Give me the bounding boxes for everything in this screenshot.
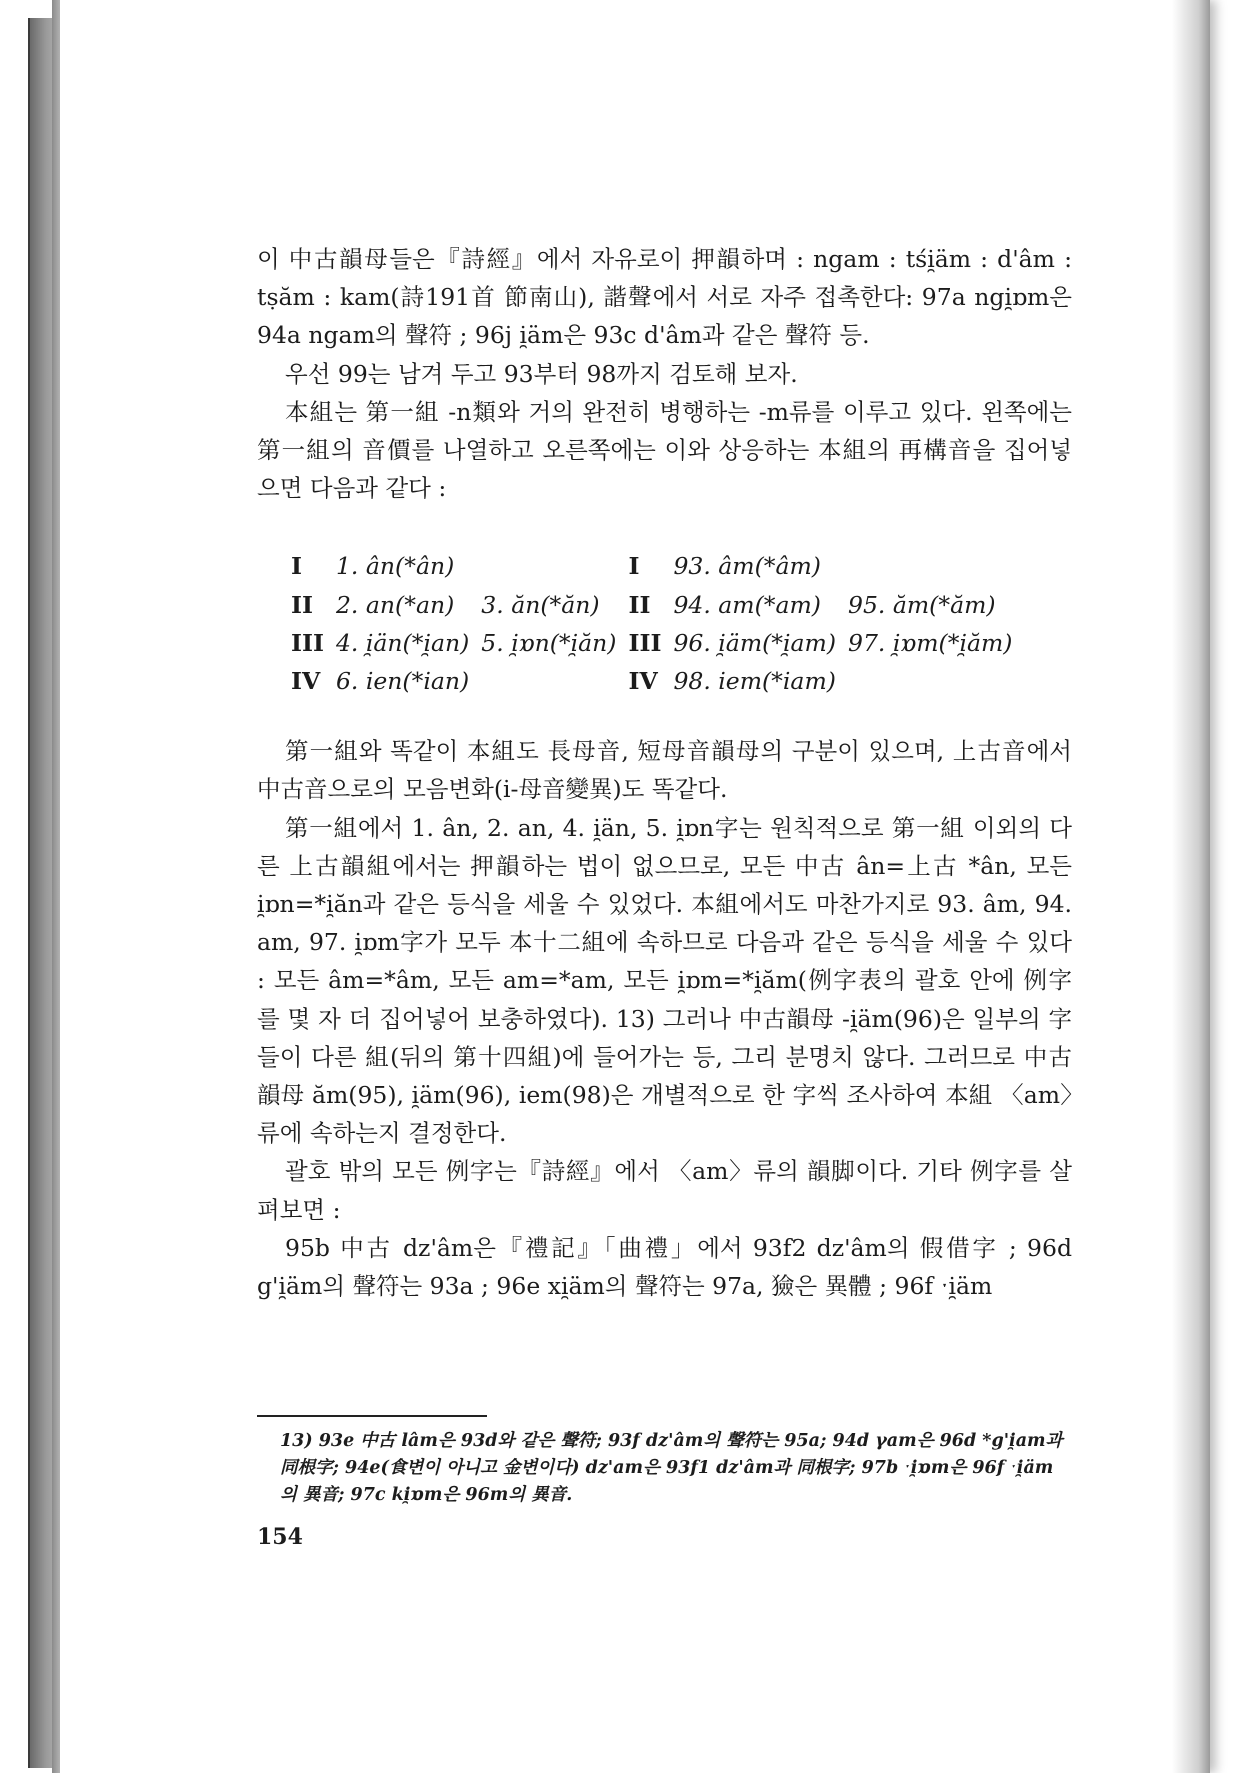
page-body [257, 240, 1072, 1305]
reading-cell: 3. ăn(*ăn) [481, 590, 600, 619]
reading-cell [848, 547, 1024, 585]
page-edge-shadow [1172, 0, 1210, 1773]
table-row [291, 662, 1024, 700]
table-row [291, 624, 1024, 662]
row-numeral: I [628, 552, 640, 581]
readings-table [291, 547, 1024, 700]
row-numeral: III [291, 628, 324, 657]
reading-cell: 96. i̯äm(*i̯am) [673, 628, 837, 657]
page-number: 154 [257, 1524, 303, 1550]
row-numeral: IV [628, 667, 658, 696]
reading-cell [481, 547, 628, 585]
paragraph-7: 95b 中古 dz'âm은『禮記』「曲禮」에서 93f2 dz'âm의 假借字 ; 96d g'i̯äm의 聲符는 93a ; 96e xi̯äm의 聲符는 97a, 獫은 異體 ; 96f ˑi̯äm [257, 1233, 1072, 1301]
paragraph-3: 本組는 第一組 -n類와 거의 완전히 병행하는 -m류를 이루고 있다. 왼쪽에는 第一組의 音價를 나열하고 오른쪽에는 이와 상응하는 本組의 再構音을 집어넣으면 다음과 같다 : [257, 397, 1072, 503]
row-numeral: IV [291, 667, 321, 696]
reading-cell: 1. ân(*ân) [335, 552, 455, 581]
reading-cell: 93. âm(*âm) [673, 552, 821, 581]
table-row [291, 586, 1024, 624]
paragraph-5: 第一組에서 1. ân, 2. an, 4. i̯än, 5. i̯ɒn字는 원칙적으로 第一組 이외의 다른 上古韻組에서는 押韻하는 법이 없으므로, 모든 中古 ân=上古 *ân, 모든 i̯ɒn=*i̯ăn과 같은 등식을 세울 수 있었다. 本組에서도 마찬가지로 93. âm, 94. am, 97. i̯ɒm字가 모두 本十二組에 속하므로 다음과 같은 등식을 세울 수 있다 : 모든 âm=*âm, 모든 am=*am, 모든 i̯ɒm=*i̯ăm(例字表의 괄호 안에 例字를 몇 자 더 집어넣어 보충하였다). 13) 그러나 中古韻母 -i̯äm(96)은 일부의 字들이 다른 組(뒤의 第十四組)에 들어가는 등, 그리 분명치 않다. 그러므로 中古韻母 ăm(95), i̯äm(96), iem(98)은 개별적으로 한 字씩 조사하여 本組 〈am〉류에 속하는지 결정한다. [257, 813, 1072, 1148]
reading-cell: 95. ăm(*ăm) [848, 590, 996, 619]
reading-cell: 94. am(*am) [673, 590, 821, 619]
footnote-divider [257, 1415, 487, 1417]
reading-cell: 5. i̯ɒn(*i̯ăn) [481, 628, 617, 657]
paragraph-4: 第一組와 똑같이 本組도 長母音, 短母音韻母의 구분이 있으며, 上古音에서 中古音으로의 모음변화(i-母音變異)도 똑같다. [257, 737, 1072, 804]
reading-cell: 6. ien(*ian) [335, 667, 470, 696]
reading-cell [848, 662, 1024, 700]
reading-cell: 98. iem(*iam) [673, 667, 836, 696]
paragraph-1: 이 中古韻母들은『詩經』에서 자유로이 押韻하며 : ngam : tśi̯äm : d'âm : tṣăm : kam(詩191首 節南山), 諧聲에서 서로 자주 접촉한다: 97a ngi̯ɒm은 94a ngam의 聲符 ; 96j i̯äm은 93c d'âm과 같은 聲符 등. [257, 245, 1072, 350]
row-numeral: II [291, 590, 313, 619]
row-numeral: II [628, 590, 651, 619]
table-row [291, 547, 1024, 585]
reading-cell: 2. an(*an) [335, 590, 455, 619]
reading-cell [481, 662, 628, 700]
row-numeral: I [291, 552, 302, 581]
paragraph-2: 우선 99는 남겨 두고 93부터 98까지 검토해 보자. [285, 359, 798, 388]
paragraph-6: 괄호 밖의 모든 例字는『詩經』에서 〈am〉류의 韻脚이다. 기타 例字를 살펴보면 : [257, 1157, 1072, 1224]
row-numeral: III [628, 628, 662, 657]
footnote-13: 13) 93e 中古 lâm은 93d와 같은 聲符; 93f dz'âm의 聲符는 95a; 94d γam은 96d *g'i̯am과 同根字; 94e(食변이 아니고 金변이다) dz'am은 93f1 dz'âm과 同根字; 97b ˑi̯ɒm은 96f ˑi̯äm의 異音; 97c ki̯ɒm은 96m의 異音. [280, 1431, 1063, 1505]
reading-cell: 97. i̯ɒm(*i̯ăm) [848, 628, 1013, 657]
reading-cell: 4. i̯än(*i̯an) [335, 628, 470, 657]
